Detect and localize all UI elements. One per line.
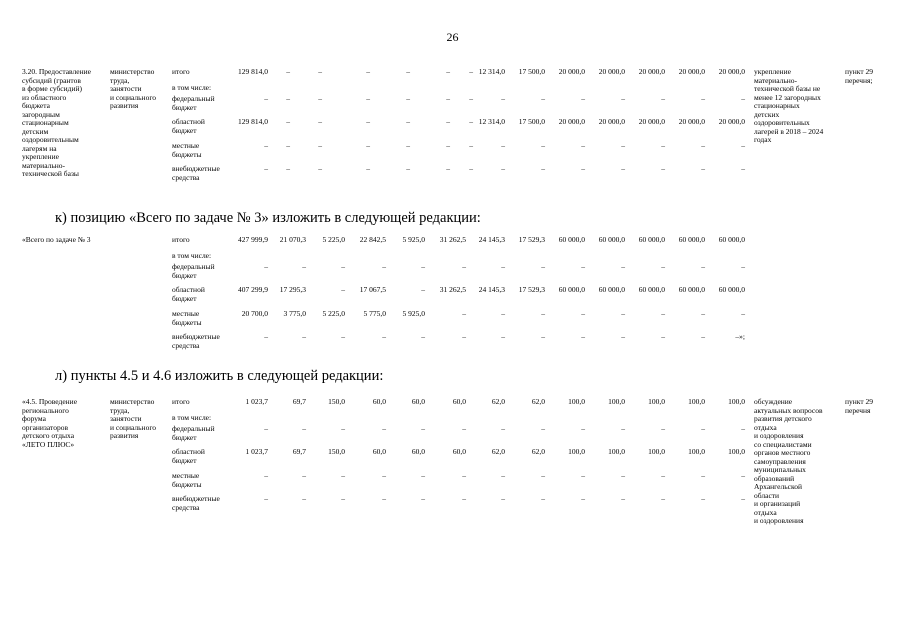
funding-value: –: [469, 67, 473, 76]
responsible-executor: министерство труда, занятости и социального развития: [110, 67, 156, 110]
funding-value: 1 023,7: [245, 397, 268, 406]
funding-value: –: [264, 164, 268, 173]
funding-value: –: [421, 494, 425, 503]
funding-source-label: в том числе:: [172, 413, 212, 422]
funding-value: –: [469, 94, 473, 103]
funding-value: –: [462, 494, 466, 503]
funding-value: –: [501, 164, 505, 173]
funding-value: 17 529,3: [518, 235, 545, 244]
funding-value: 20 000,0: [558, 67, 585, 76]
funding-value: –: [341, 262, 345, 271]
funding-value: –: [741, 309, 745, 318]
funding-value: –: [661, 164, 665, 173]
funding-value: –: [541, 262, 545, 271]
funding-value: –: [701, 332, 705, 341]
funding-value: 20 000,0: [678, 67, 705, 76]
funding-value: –: [541, 141, 545, 150]
funding-value: –: [318, 141, 322, 150]
funding-value: 62,0: [491, 397, 505, 406]
funding-value: 60 000,0: [558, 285, 585, 294]
funding-source-label: внебюджетные средства: [172, 164, 220, 182]
funding-value: –: [264, 94, 268, 103]
funding-value: –: [286, 67, 290, 76]
funding-value: –: [469, 141, 473, 150]
funding-value: –: [581, 262, 585, 271]
funding-value: –: [501, 309, 505, 318]
funding-value: 62,0: [491, 447, 505, 456]
funding-value: –: [462, 424, 466, 433]
funding-value: –: [406, 94, 410, 103]
funding-value: –: [302, 494, 306, 503]
funding-value: 5 225,0: [322, 235, 345, 244]
funding-source-label: федеральный бюджет: [172, 424, 215, 442]
funding-value: –: [701, 309, 705, 318]
funding-source-label: местные бюджеты: [172, 471, 202, 489]
funding-value: 17 067,5: [359, 285, 386, 294]
funding-value: –: [621, 164, 625, 173]
funding-value: –: [581, 94, 585, 103]
funding-value: –: [406, 141, 410, 150]
expected-result: укрепление материально- технической базы не менее 12 загородных стационарных детских оздоровительных лагерей в 2018 – 2024 годах: [754, 67, 824, 144]
funding-value: –: [446, 164, 450, 173]
funding-value: 129 814,0: [238, 117, 268, 126]
funding-source-label: федеральный бюджет: [172, 94, 215, 112]
funding-value: –: [701, 471, 705, 480]
funding-value: –: [621, 424, 625, 433]
funding-value: –: [541, 164, 545, 173]
funding-value: –: [446, 117, 450, 126]
funding-value: 60 000,0: [718, 235, 745, 244]
funding-value: –: [302, 262, 306, 271]
funding-value: 5 225,0: [322, 309, 345, 318]
funding-value: –: [366, 94, 370, 103]
funding-value: –: [302, 471, 306, 480]
funding-value: –: [286, 94, 290, 103]
funding-value: –: [382, 471, 386, 480]
funding-value: 60 000,0: [678, 285, 705, 294]
funding-value: 20 000,0: [678, 117, 705, 126]
funding-value: 100,0: [688, 447, 705, 456]
funding-value: –: [741, 164, 745, 173]
funding-value: 60 000,0: [598, 235, 625, 244]
funding-value: 17 295,3: [279, 285, 306, 294]
funding-value: –: [286, 141, 290, 150]
funding-value: 69,7: [292, 397, 306, 406]
funding-value: 20 000,0: [718, 67, 745, 76]
funding-source-label: внебюджетные средства: [172, 332, 220, 350]
funding-value: –: [446, 67, 450, 76]
funding-value: –: [581, 309, 585, 318]
funding-value: –: [366, 117, 370, 126]
funding-value: –: [406, 117, 410, 126]
funding-value: 20 000,0: [718, 117, 745, 126]
funding-value: –: [286, 164, 290, 173]
funding-value: 24 145,3: [478, 235, 505, 244]
funding-value: 100,0: [608, 447, 625, 456]
funding-value: 5 925,0: [402, 235, 425, 244]
funding-value: –: [421, 332, 425, 341]
reference-cell: пункт 29 перечня: [845, 397, 873, 415]
funding-value: –: [741, 94, 745, 103]
funding-value: –: [382, 332, 386, 341]
funding-value: –: [541, 494, 545, 503]
funding-value: –: [446, 141, 450, 150]
funding-value: –: [741, 262, 745, 271]
funding-value: –: [462, 309, 466, 318]
funding-value: 17 529,3: [518, 285, 545, 294]
funding-value: 20 000,0: [558, 117, 585, 126]
funding-value: 60,0: [411, 447, 425, 456]
funding-value: 60,0: [452, 447, 466, 456]
funding-value: –: [621, 262, 625, 271]
funding-value: –: [501, 262, 505, 271]
funding-value: 60 000,0: [718, 285, 745, 294]
funding-value: –: [541, 332, 545, 341]
funding-value: –: [406, 164, 410, 173]
funding-value: –: [264, 494, 268, 503]
funding-source-label: итого: [172, 235, 190, 244]
funding-value: 100,0: [608, 397, 625, 406]
funding-source-label: итого: [172, 397, 190, 406]
funding-value: 100,0: [568, 447, 585, 456]
funding-value: –: [341, 424, 345, 433]
funding-value: –: [501, 141, 505, 150]
funding-value: –: [661, 494, 665, 503]
heading-k: к) позицию «Всего по задаче № 3» изложить в следующей редакции:: [55, 210, 481, 226]
funding-value: –: [462, 471, 466, 480]
funding-value: –: [501, 494, 505, 503]
funding-value: –: [661, 94, 665, 103]
funding-value: –: [462, 332, 466, 341]
funding-value: –: [341, 285, 345, 294]
funding-value: –: [741, 471, 745, 480]
funding-value: –: [264, 424, 268, 433]
funding-value: –: [621, 332, 625, 341]
heading-l: л) пункты 4.5 и 4.6 изложить в следующей редакции:: [55, 368, 384, 384]
funding-value: 62,0: [531, 447, 545, 456]
funding-value: 17 500,0: [518, 67, 545, 76]
funding-value: 60 000,0: [638, 285, 665, 294]
funding-value: –: [741, 424, 745, 433]
funding-value: 20 000,0: [598, 67, 625, 76]
funding-value: –: [621, 309, 625, 318]
funding-value: –: [264, 332, 268, 341]
funding-value: –: [661, 141, 665, 150]
funding-value: 60 000,0: [638, 235, 665, 244]
funding-source-label: областной бюджет: [172, 285, 205, 303]
reference-cell: пункт 29 перечня;: [845, 67, 873, 85]
funding-value: –: [341, 471, 345, 480]
funding-value: –: [264, 141, 268, 150]
funding-value: 20 000,0: [638, 117, 665, 126]
funding-value: 62,0: [531, 397, 545, 406]
funding-source-label: областной бюджет: [172, 117, 205, 135]
funding-value: –: [741, 494, 745, 503]
funding-value: 100,0: [648, 397, 665, 406]
funding-value: 20 000,0: [638, 67, 665, 76]
funding-value: 17 500,0: [518, 117, 545, 126]
funding-value: 60 000,0: [598, 285, 625, 294]
expected-result: обсуждение актуальных вопросов развития детского отдыха и оздоровления со специалистами органов местного самоуправления муниципальных образований Архангельской области и организаций отдыха и оздоровления: [754, 397, 823, 525]
funding-value: 407 299,9: [238, 285, 268, 294]
funding-value: –: [318, 117, 322, 126]
funding-value: 5 925,0: [402, 309, 425, 318]
funding-value: –: [741, 141, 745, 150]
funding-value: 60,0: [452, 397, 466, 406]
funding-value: –: [661, 262, 665, 271]
funding-value: –: [446, 94, 450, 103]
funding-value: –: [701, 164, 705, 173]
funding-value: 20 000,0: [598, 117, 625, 126]
funding-value: –: [621, 94, 625, 103]
funding-value: –: [661, 424, 665, 433]
measure-name: «4.5. Проведение регионального форума организаторов детского отдыха «ЛЕТО ПЛЮС»: [22, 397, 78, 449]
funding-value: 100,0: [728, 447, 745, 456]
funding-value: –: [701, 141, 705, 150]
funding-value: –: [661, 332, 665, 341]
funding-value: –: [621, 471, 625, 480]
funding-value: 12 314,0: [478, 67, 505, 76]
funding-value: –: [421, 285, 425, 294]
funding-source-label: в том числе:: [172, 251, 212, 260]
measure-name: «Всего по задаче № 3: [22, 235, 91, 244]
funding-value: 100,0: [728, 397, 745, 406]
funding-value: –: [501, 471, 505, 480]
funding-value: 60 000,0: [558, 235, 585, 244]
funding-value: –: [382, 424, 386, 433]
funding-value: –: [264, 471, 268, 480]
funding-value: –: [581, 141, 585, 150]
funding-value: 12 314,0: [478, 117, 505, 126]
funding-value: –: [661, 471, 665, 480]
funding-value: 150,0: [328, 447, 345, 456]
funding-value: –: [501, 332, 505, 341]
funding-value: –: [421, 262, 425, 271]
funding-value: 24 145,3: [478, 285, 505, 294]
measure-name: 3.20. Предоставление субсидий (грантов в форме субсидий) из областного бюджета загородным стационарным детским оздоровительным лагерям на укрепление материально- технической базы: [22, 67, 91, 178]
page-number: 26: [446, 30, 459, 44]
funding-value: –: [382, 262, 386, 271]
funding-value: –: [501, 424, 505, 433]
funding-value: –: [541, 94, 545, 103]
funding-value: –: [541, 471, 545, 480]
funding-value: –: [541, 424, 545, 433]
funding-value: –: [701, 494, 705, 503]
funding-source-label: в том числе:: [172, 83, 212, 92]
funding-value: 5 775,0: [363, 309, 386, 318]
funding-value: 150,0: [328, 397, 345, 406]
funding-value: –: [581, 494, 585, 503]
funding-source-label: внебюджетные средства: [172, 494, 220, 512]
funding-value: –: [701, 262, 705, 271]
funding-value: –: [286, 117, 290, 126]
funding-value: –: [701, 94, 705, 103]
funding-value: –: [421, 471, 425, 480]
funding-value: –: [621, 141, 625, 150]
funding-value: –: [581, 164, 585, 173]
funding-value: 60,0: [372, 447, 386, 456]
funding-value: –: [501, 94, 505, 103]
funding-source-label: федеральный бюджет: [172, 262, 215, 280]
funding-value: –: [421, 424, 425, 433]
funding-value: –: [581, 332, 585, 341]
funding-value: –: [366, 67, 370, 76]
funding-value: –: [701, 424, 705, 433]
funding-value: –: [581, 424, 585, 433]
funding-value: 100,0: [688, 397, 705, 406]
funding-value: –: [318, 94, 322, 103]
funding-value: –: [341, 332, 345, 341]
funding-value: 31 262,5: [439, 235, 466, 244]
funding-value: –: [661, 309, 665, 318]
funding-value: 1 023,7: [245, 447, 268, 456]
funding-value: 20 700,0: [241, 309, 268, 318]
funding-value: –: [462, 262, 466, 271]
funding-value: –: [382, 494, 386, 503]
responsible-executor: министерство труда, занятости и социального развития: [110, 397, 156, 440]
funding-value: 100,0: [648, 447, 665, 456]
funding-value: 31 262,5: [439, 285, 466, 294]
funding-value: –: [341, 494, 345, 503]
funding-value: 129 814,0: [238, 67, 268, 76]
funding-value: 100,0: [568, 397, 585, 406]
funding-value: –: [406, 67, 410, 76]
funding-value: –: [469, 164, 473, 173]
funding-value: –: [581, 471, 585, 480]
funding-value: –: [366, 141, 370, 150]
funding-source-label: местные бюджеты: [172, 309, 202, 327]
funding-value: –: [541, 309, 545, 318]
funding-value: 427 999,9: [238, 235, 268, 244]
funding-value: –: [366, 164, 370, 173]
funding-value: 60 000,0: [678, 235, 705, 244]
funding-value: 60,0: [411, 397, 425, 406]
funding-source-label: местные бюджеты: [172, 141, 202, 159]
funding-value: –: [318, 164, 322, 173]
funding-value: 22 842,5: [359, 235, 386, 244]
funding-value: –: [318, 67, 322, 76]
funding-value: –»;: [735, 332, 745, 341]
funding-source-label: областной бюджет: [172, 447, 205, 465]
funding-value: –: [469, 117, 473, 126]
funding-value: 21 070,3: [279, 235, 306, 244]
funding-source-label: итого: [172, 67, 190, 76]
funding-value: 60,0: [372, 397, 386, 406]
funding-value: –: [621, 494, 625, 503]
funding-value: 3 775,0: [283, 309, 306, 318]
funding-value: –: [302, 332, 306, 341]
funding-value: –: [302, 424, 306, 433]
funding-value: 69,7: [292, 447, 306, 456]
funding-value: –: [264, 262, 268, 271]
